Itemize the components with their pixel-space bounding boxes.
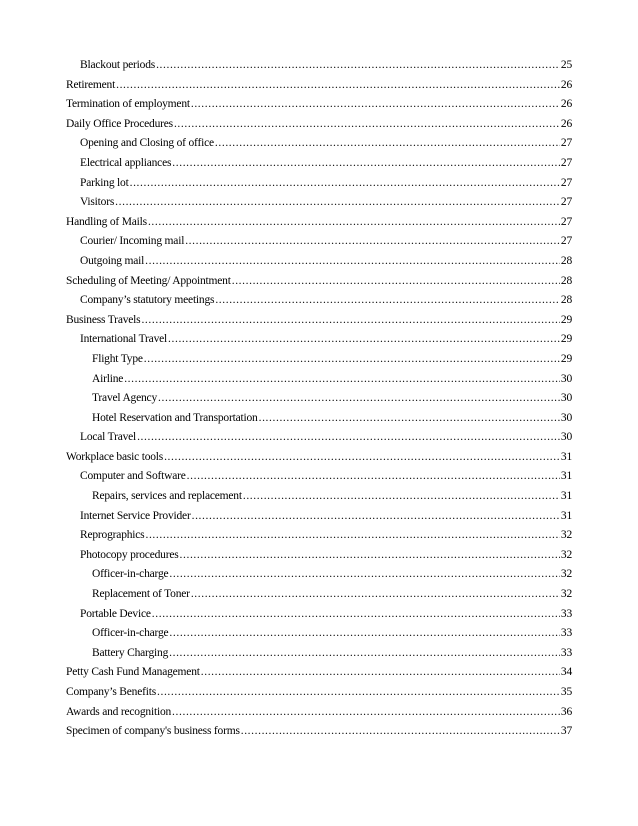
toc-entry-page-number: 26 xyxy=(560,98,572,111)
toc-entry[interactable] xyxy=(66,154,572,174)
toc-entry-label: Internet Service Provider xyxy=(80,509,191,522)
toc-entry-label: Local Travel xyxy=(80,431,137,444)
dot-leader xyxy=(115,193,560,213)
toc-entry-label: Handling of Mails xyxy=(66,215,147,228)
toc-entry-page-number: 26 xyxy=(560,117,572,130)
toc-entry[interactable] xyxy=(66,448,572,468)
toc-entry-label: Courier/ Incoming mail xyxy=(80,235,185,248)
toc-entry-page-number: 33 xyxy=(560,607,572,620)
toc-entry[interactable] xyxy=(66,350,572,370)
toc-entry-label: Awards and recognition xyxy=(66,705,172,718)
toc-entry-label: Airline xyxy=(92,372,124,385)
toc-entry[interactable] xyxy=(66,722,572,742)
toc-entry-label: Repairs, services and replacement xyxy=(92,490,242,503)
dot-leader xyxy=(243,487,560,507)
toc-entry-page-number: 30 xyxy=(560,372,572,385)
toc-entry-page-number: 34 xyxy=(560,666,572,679)
toc-entry-page-number: 27 xyxy=(560,235,572,248)
toc-entry-label: Visitors xyxy=(80,196,115,209)
toc-entry[interactable] xyxy=(66,389,572,409)
toc-entry-label: Photocopy procedures xyxy=(80,548,179,561)
toc-entry[interactable] xyxy=(66,605,572,625)
toc-entry-page-number: 32 xyxy=(560,548,572,561)
dot-leader xyxy=(116,76,560,96)
toc-entry[interactable] xyxy=(66,56,572,76)
toc-entry-page-number: 35 xyxy=(560,686,572,698)
dot-leader xyxy=(148,213,560,233)
toc-entry-label: Business Travels xyxy=(66,313,141,326)
toc-entry-page-number: 32 xyxy=(560,529,572,542)
toc-entry[interactable] xyxy=(66,467,572,487)
dot-leader xyxy=(215,134,560,154)
toc-entry-page-number: 31 xyxy=(560,450,572,463)
toc-entry-label: International Travel xyxy=(80,333,168,346)
toc-entry-page-number: 28 xyxy=(560,294,572,307)
toc-entry-label: Electrical appliances xyxy=(80,156,172,169)
toc-entry[interactable] xyxy=(66,272,572,292)
toc-entry-page-number: 27 xyxy=(560,196,572,209)
toc-entry[interactable] xyxy=(66,644,572,664)
dot-leader xyxy=(130,174,560,194)
toc-entry-label: Blackout periods xyxy=(80,59,156,71)
toc-entry[interactable] xyxy=(66,624,572,644)
toc-entry-page-number: 31 xyxy=(560,490,572,503)
toc-entry[interactable] xyxy=(66,291,572,311)
dot-leader xyxy=(241,722,560,742)
toc-entry[interactable] xyxy=(66,213,572,233)
toc-entry[interactable] xyxy=(66,370,572,390)
toc-entry[interactable] xyxy=(66,683,572,703)
dot-leader xyxy=(174,115,560,135)
toc-entry-label: Company’s statutory meetings xyxy=(80,294,215,307)
toc-entry[interactable] xyxy=(66,252,572,272)
dot-leader xyxy=(145,526,559,546)
toc-entry-label: Hotel Reservation and Transportation xyxy=(92,411,258,424)
toc-entry-page-number: 26 xyxy=(560,78,572,91)
toc-entry-page-number: 33 xyxy=(560,646,572,659)
toc-entry-page-number: 25 xyxy=(560,59,572,71)
toc-entry-page-number: 36 xyxy=(560,705,572,718)
dot-leader xyxy=(158,389,560,409)
toc-entry[interactable] xyxy=(66,487,572,507)
toc-entry[interactable] xyxy=(66,585,572,605)
toc-entry[interactable] xyxy=(66,311,572,331)
dot-leader xyxy=(152,605,560,625)
toc-entry-page-number: 37 xyxy=(560,725,572,738)
toc-entry-label: Replacement of Toner xyxy=(92,588,190,601)
toc-entry[interactable] xyxy=(66,565,572,585)
dot-leader xyxy=(157,683,560,703)
toc-entry-label: Outgoing mail xyxy=(80,254,145,267)
toc-entry-page-number: 27 xyxy=(560,156,572,169)
toc-entry-label: Portable Device xyxy=(80,607,151,620)
toc-entry[interactable] xyxy=(66,76,572,96)
dot-leader xyxy=(232,272,560,292)
toc-entry-label: Parking lot xyxy=(80,176,129,189)
dot-leader xyxy=(187,467,560,487)
toc-entry-page-number: 30 xyxy=(560,392,572,405)
dot-leader xyxy=(169,565,559,585)
dot-leader xyxy=(156,56,560,76)
dot-leader xyxy=(137,428,560,448)
toc-entry-page-number: 30 xyxy=(560,431,572,444)
table-of-contents xyxy=(66,56,572,742)
toc-entry-page-number: 31 xyxy=(560,509,572,522)
toc-entry-label: Battery Charging xyxy=(92,646,169,659)
toc-entry-page-number: 27 xyxy=(560,215,572,228)
dot-leader xyxy=(215,291,560,311)
toc-entry-label: Specimen of company's business forms xyxy=(66,725,240,738)
dot-leader xyxy=(169,624,559,644)
toc-entry[interactable] xyxy=(66,703,572,723)
toc-entry-label: Workplace basic tools xyxy=(66,450,164,463)
toc-entry[interactable] xyxy=(66,193,572,213)
toc-entry-label: Travel Agency xyxy=(92,392,158,405)
toc-entry-page-number: 27 xyxy=(560,137,572,150)
toc-entry-page-number: 28 xyxy=(560,254,572,267)
toc-entry[interactable] xyxy=(66,546,572,566)
dot-leader xyxy=(141,311,559,331)
toc-entry-page-number: 29 xyxy=(560,313,572,326)
toc-entry-label: Company’s Benefits xyxy=(66,686,156,698)
toc-entry-label: Officer-in-charge xyxy=(92,568,169,581)
dot-leader xyxy=(145,252,560,272)
toc-entry-label: Termination of employment xyxy=(66,98,190,111)
dot-leader xyxy=(185,232,560,252)
toc-entry-page-number: 30 xyxy=(560,411,572,424)
toc-entry-label: Computer and Software xyxy=(80,470,186,483)
dot-leader xyxy=(180,546,560,566)
toc-entry-page-number: 29 xyxy=(560,352,572,365)
dot-leader xyxy=(168,330,560,350)
toc-entry-page-number: 32 xyxy=(560,568,572,581)
toc-entry[interactable] xyxy=(66,409,572,429)
toc-entry-label: Scheduling of Meeting/ Appointment xyxy=(66,274,231,287)
dot-leader xyxy=(124,370,560,390)
toc-entry-page-number: 27 xyxy=(560,176,572,189)
toc-entry[interactable] xyxy=(66,232,572,252)
toc-entry[interactable] xyxy=(66,526,572,546)
dot-leader xyxy=(164,448,560,468)
dot-leader xyxy=(201,663,560,683)
toc-entry-label: Daily Office Procedures xyxy=(66,117,173,130)
toc-entry-page-number: 29 xyxy=(560,333,572,346)
toc-entry-label: Retirement xyxy=(66,78,116,91)
toc-entry[interactable] xyxy=(66,115,572,135)
toc-entry[interactable] xyxy=(66,174,572,194)
dot-leader xyxy=(259,409,560,429)
toc-entry-label: Flight Type xyxy=(92,352,143,365)
toc-entry-page-number: 32 xyxy=(560,588,572,601)
toc-entry[interactable] xyxy=(66,507,572,527)
dot-leader xyxy=(144,350,560,370)
dot-leader xyxy=(172,703,560,723)
toc-entry-page-number: 28 xyxy=(560,274,572,287)
dot-leader xyxy=(191,95,560,115)
dot-leader xyxy=(192,507,560,527)
toc-entry[interactable] xyxy=(66,134,572,154)
dot-leader xyxy=(172,154,560,174)
toc-entry[interactable] xyxy=(66,95,572,115)
dot-leader xyxy=(191,585,560,605)
toc-entry-label: Officer-in-charge xyxy=(92,627,169,640)
toc-entry-page-number: 31 xyxy=(560,470,572,483)
dot-leader xyxy=(169,644,560,664)
toc-entry-label: Petty Cash Fund Management xyxy=(66,666,200,679)
toc-entry-label: Reprographics xyxy=(80,529,145,542)
toc-entry[interactable] xyxy=(66,663,572,683)
toc-entry[interactable] xyxy=(66,330,572,350)
toc-entry-page-number: 33 xyxy=(560,627,572,640)
toc-entry[interactable] xyxy=(66,428,572,448)
toc-entry-label: Opening and Closing of office xyxy=(80,137,214,150)
